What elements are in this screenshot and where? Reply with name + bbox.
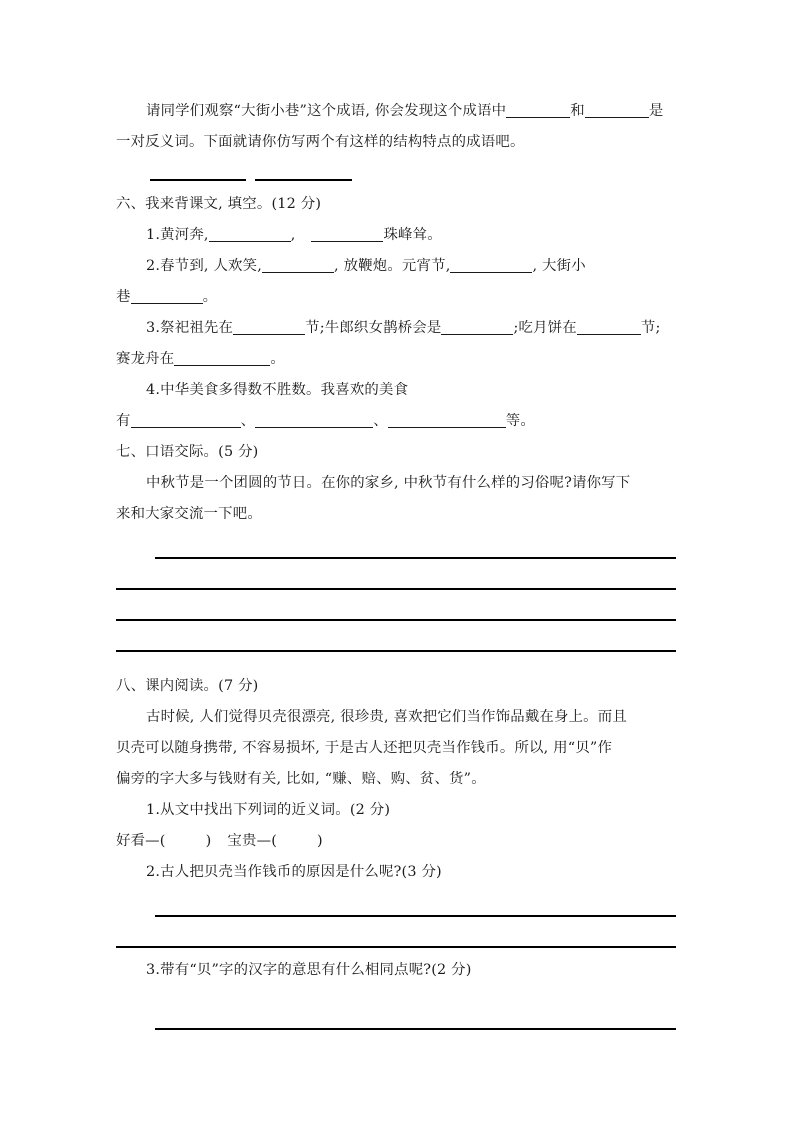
passage-line-1: 古时候, 人们觉得贝壳很漂亮, 很珍贵, 喜欢把它们当作饰品戴在身上。而且 bbox=[146, 709, 627, 725]
item-2-text-a: 春节到, 人欢笑, bbox=[160, 258, 263, 274]
question-1-choice-b-label: 宝贵—( bbox=[227, 833, 278, 849]
question-3-answer-row-1 bbox=[116, 1006, 676, 1037]
section-six-item-3-wrap bbox=[116, 344, 676, 375]
intro-answer-blank-1[interactable] bbox=[150, 179, 246, 181]
question-2-answer-line-1[interactable] bbox=[155, 915, 676, 917]
intro-paragraph bbox=[116, 96, 676, 127]
item-3-number: 3. bbox=[146, 320, 161, 336]
question-2 bbox=[116, 857, 676, 888]
question-2-number: 2. bbox=[146, 864, 161, 880]
item-2-text-c: , 大街小 bbox=[532, 258, 586, 274]
passage-line-2: 贝壳可以随身携带, 不容易损坏, 于是古人还把贝壳当作钱币。所以, 用“贝”作 bbox=[116, 740, 613, 756]
question-1 bbox=[116, 795, 676, 826]
item-3-blank-1[interactable] bbox=[233, 319, 305, 335]
item-2-wrap-text-b: 。 bbox=[202, 289, 218, 305]
item-2-blank-3[interactable] bbox=[131, 288, 203, 304]
section-six-item-2-wrap bbox=[116, 282, 676, 313]
item-2-wrap-text-a: 巷 bbox=[116, 289, 131, 305]
item-2-text-b: , 放鞭炮。元宵节, bbox=[334, 258, 451, 274]
item-4-blank-3[interactable] bbox=[388, 412, 506, 428]
question-1-choices bbox=[116, 826, 676, 857]
intro-answer-blank-2[interactable] bbox=[255, 179, 352, 181]
intro-text-b: 和 bbox=[570, 103, 585, 119]
question-3-number: 3. bbox=[146, 962, 161, 978]
question-1-number: 1. bbox=[146, 802, 161, 818]
section-seven-answer-row-4 bbox=[116, 628, 676, 659]
section-eight-spacer bbox=[116, 659, 676, 671]
section-seven-answer-line-1[interactable] bbox=[155, 557, 676, 559]
item-2-blank-1[interactable] bbox=[262, 257, 334, 273]
section-six-item-4 bbox=[116, 375, 676, 406]
section-seven-prompt-line2: 来和大家交流一下吧。 bbox=[116, 506, 262, 522]
item-4-blank-2[interactable] bbox=[255, 412, 373, 428]
item-1-text-b: , bbox=[290, 227, 296, 243]
item-3-text-d: 节; bbox=[640, 320, 661, 336]
intro-text-a: 请同学们观察“大街小巷”这个成语, 你会发现这个成语中 bbox=[146, 103, 507, 119]
section-seven-answer-row-1 bbox=[116, 535, 676, 566]
item-1-text-c: 珠峰耸。 bbox=[383, 227, 442, 243]
item-4-wrap-text-d: 等。 bbox=[505, 413, 535, 429]
question-1-choice-a-label: 好看—( bbox=[116, 833, 166, 849]
section-six-item-1 bbox=[116, 220, 676, 251]
item-3-blank-4[interactable] bbox=[174, 350, 270, 366]
item-4-wrap-text-c: 、 bbox=[373, 413, 388, 429]
question-1-choice-a-close: ) bbox=[205, 833, 212, 849]
section-seven-answer-line-4[interactable] bbox=[116, 650, 676, 652]
section-eight-heading: 八、课内阅读。(7 分) bbox=[116, 678, 259, 694]
item-4-number: 4. bbox=[146, 382, 161, 398]
passage-line-3: 偏旁的字大多与钱财有关, 比如, “赚、赔、购、贫、货”。 bbox=[116, 771, 486, 787]
section-seven-heading: 七、口语交际。(5 分) bbox=[116, 444, 259, 460]
intro-answer-blanks bbox=[116, 158, 676, 189]
section-seven-answer-row-3 bbox=[116, 597, 676, 628]
question-3 bbox=[116, 955, 676, 986]
item-1-text-a: 黄河奔, bbox=[160, 227, 209, 243]
page-content bbox=[116, 96, 676, 1037]
intro-text-c: 是 bbox=[648, 103, 664, 119]
section-seven-answer-row-2 bbox=[116, 566, 676, 597]
item-3-wrap-text-b: 。 bbox=[270, 351, 285, 367]
section-six-item-4-wrap bbox=[116, 406, 676, 437]
question-3-answer-line-1[interactable] bbox=[155, 1028, 676, 1030]
question-2-answer-row-1 bbox=[116, 893, 676, 924]
item-3-text-a: 祭祀祖先在 bbox=[160, 320, 234, 336]
question-2-text: 古人把贝壳当作钱币的原因是什么呢?(3 分) bbox=[160, 864, 442, 880]
question-1-choice-b-close: ) bbox=[317, 833, 323, 849]
question-2-answer-line-2[interactable] bbox=[116, 946, 676, 948]
item-3-text-b: 节;牛郎织女鹊桥会是 bbox=[305, 320, 442, 336]
item-1-blank-1[interactable] bbox=[209, 226, 291, 242]
item-3-blank-3[interactable] bbox=[577, 319, 641, 335]
section-six-heading: 六、我来背课文, 填空。(12 分) bbox=[116, 196, 322, 212]
item-1-blank-2[interactable] bbox=[311, 226, 383, 242]
item-3-text-c: ;吃月饼在 bbox=[513, 320, 577, 336]
item-4-blank-1[interactable] bbox=[131, 412, 241, 428]
section-seven-prompt-line1: 中秋节是一个团圆的节日。在你的家乡, 中秋节有什么样的习俗呢?请你写下 bbox=[146, 475, 631, 491]
section-six-item-2 bbox=[116, 251, 676, 282]
item-2-number: 2. bbox=[146, 258, 161, 274]
intro-blank-1[interactable] bbox=[506, 102, 570, 118]
item-4-text-a: 中华美食多得数不胜数。我喜欢的美食 bbox=[160, 382, 409, 398]
item-2-blank-2[interactable] bbox=[450, 257, 532, 273]
item-4-wrap-text-b: 、 bbox=[240, 413, 256, 429]
item-3-blank-2[interactable] bbox=[441, 319, 513, 335]
section-six-item-3 bbox=[116, 313, 676, 344]
section-seven-answer-line-2[interactable] bbox=[116, 588, 676, 590]
question-3-text: 带有“贝”字的汉字的意思有什么相同点呢?(2 分) bbox=[160, 962, 472, 978]
item-3-wrap-text-a: 赛龙舟在 bbox=[116, 351, 175, 367]
item-1-number: 1. bbox=[146, 227, 161, 243]
item-4-wrap-text-a: 有 bbox=[116, 413, 131, 429]
intro-blank-2[interactable] bbox=[585, 102, 649, 118]
section-seven-answer-line-3[interactable] bbox=[116, 619, 676, 621]
intro-paragraph-line2: 一对反义词。下面就请你仿写两个有这样的结构特点的成语吧。 bbox=[116, 134, 525, 150]
question-1-text: 从文中找出下列词的近义词。(2 分) bbox=[160, 802, 391, 818]
question-3-spacer bbox=[116, 986, 676, 1006]
question-2-answer-row-2 bbox=[116, 924, 676, 955]
